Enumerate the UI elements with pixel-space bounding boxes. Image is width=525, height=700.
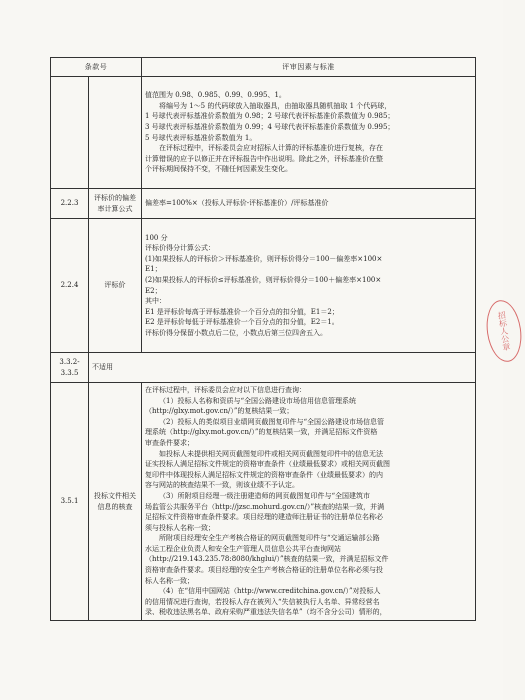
text-line: E1； bbox=[145, 265, 162, 274]
text-line: 3 号球代表评标基准价系数值为 0.99；4 号球代表评标基准价系数值为 0.995； bbox=[145, 122, 395, 131]
factor-name: 投标文件相关信息的核查 bbox=[89, 383, 142, 621]
factor-cell-empty bbox=[89, 77, 142, 189]
text-line: 容与网站的核查结果不一致，则该业绩不予认定。 bbox=[145, 481, 299, 490]
text-line: 的信用情况进行查询，若投标人存在被列入“失信被执行人名单、异常经营名 bbox=[145, 597, 380, 606]
text-line: 在评标过程中，评标委员会应对以下信息进行查询： bbox=[145, 385, 306, 394]
text-line: 将编号为 1～5 的代码球放入抽取器具，由抽取器具随机抽取 1 个代码球， bbox=[159, 101, 392, 110]
text-line: 所附项目经理安全生产考核合格证的网页截图复印件与“交通运输部公路 bbox=[159, 534, 380, 543]
table-row-3-5-1 bbox=[51, 383, 476, 621]
text-line: 录、税收违法黑名单、政府采购严重违法失信名单”（均不含分公司）情形的， bbox=[145, 608, 387, 617]
text-line: 在评标过程中，评标委员会应对招标人计算的评标基准价进行复核，存在 bbox=[159, 144, 383, 153]
text-line: （http://glxy.mot.gov.cn/）”的复核结果一致； bbox=[145, 407, 294, 416]
standard-cell-info-check bbox=[142, 383, 476, 621]
text-line: （4）在“信用中国网站（http://www.creditchina.gov.cn/）”对投标人 bbox=[159, 587, 381, 596]
text-line: 100 分 bbox=[145, 233, 168, 242]
text-line: 个评标期间保持不变，不随任何因素发生变化。 bbox=[145, 165, 292, 174]
text-line: 计算错误的应予以修正并在评标报告中作出说明。除此之外，评标基准价在整 bbox=[145, 154, 383, 163]
header-evaluation-factor: 评审因素与标准 bbox=[142, 58, 476, 77]
text-line: （3）所附项目经理一级注册建造师的网页截图复印件与“全国建筑市 bbox=[159, 491, 371, 500]
official-seal-stamp bbox=[483, 298, 525, 364]
header-clause-number: 条款号 bbox=[51, 58, 142, 77]
text-line: 评标价得分保留小数点后二位，小数点后第三位四舍五入。 bbox=[145, 328, 327, 337]
table-row-2-2-4 bbox=[51, 219, 476, 353]
standard-cell-coefficient bbox=[142, 77, 476, 189]
text-line: 足招标文件资格审查条件要求。项目经理的建造师注册证书的注册单位名称必 bbox=[145, 513, 383, 522]
factor-name: 评标价的偏差率计算公式 bbox=[89, 189, 142, 219]
table-header-row bbox=[51, 58, 476, 77]
text-line: 水运工程企业负责人和安全生产管理人员信息公共平台查询网站 bbox=[145, 544, 341, 553]
standard-cell-price-score bbox=[142, 219, 476, 353]
text-line: E2； bbox=[145, 286, 162, 295]
text-line: 审查条件要求； bbox=[145, 438, 194, 447]
text-line: 5 号球代表评标基准价系数值为 1。 bbox=[145, 133, 257, 142]
text-line: 值范围为 0.98、0.985、0.99、0.995、1。 bbox=[145, 91, 286, 100]
clause-number: 2.2.3 bbox=[51, 189, 89, 219]
text-line: （http://219.143.235.78:8080/khglui/）”核查的结果一致，并满足招标文件 bbox=[145, 555, 389, 564]
standard-text: 偏差率=100%×（投标人评标价-评标基准价）/评标基准价 bbox=[142, 189, 476, 219]
text-line: 须与投标人名称一致； bbox=[145, 523, 215, 532]
not-applicable-text: 不适用 bbox=[89, 353, 476, 383]
text-line: 如投标人未提供相关网页截图复印件或相关网页截图复印件中的信息无法 bbox=[159, 449, 383, 458]
text-line: 复印件中体现投标人满足招标文件规定的资格审查条件（业绩最低要求）的内 bbox=[145, 470, 383, 479]
text-line: E2 是评标价每低于评标基准价一个百分点的扣分值，E2＝1。 bbox=[145, 318, 339, 327]
text-line: （1）投标人名称和资质与“全国公路建设市场信用信息管理系统 bbox=[159, 396, 357, 405]
evaluation-criteria-table bbox=[50, 57, 476, 621]
text-line: (2)如果投标人的评标价≤评标基准价，则评标价得分＝100＋偏差率×100× bbox=[145, 275, 382, 284]
text-line: （2）投标人的类似项目业绩网页截图复印件与“全国公路建设市场信息管 bbox=[159, 417, 385, 426]
text-line: 证实投标人满足招标文件规定的资格审查条件（业绩最低要求）或相关网页截图 bbox=[145, 460, 390, 469]
seal-text: 招标人公章 bbox=[496, 310, 512, 352]
table-row-3-3-2 bbox=[51, 353, 476, 383]
text-line: (1)如果投标人的评标价＞评标基准价，则评标价得分＝100－偏差率×100× bbox=[145, 254, 383, 263]
clause-number: 2.2.4 bbox=[51, 219, 89, 353]
clause-cell-empty bbox=[51, 77, 89, 189]
text-line: 场监管公共服务平台（http://jzsc.mohurd.gov.cn/）”核查的结果一致，并满 bbox=[145, 502, 385, 511]
table-row-continued bbox=[51, 77, 476, 189]
text-line: 其中： bbox=[145, 297, 166, 306]
clause-number: 3.3.2-3.3.5 bbox=[51, 353, 89, 383]
text-line: 标人名称一致； bbox=[145, 576, 194, 585]
clause-number: 3.5.1 bbox=[51, 383, 89, 621]
text-line: E1 是评标价每高于评标基准价一个百分点的扣分值，E1＝2； bbox=[145, 307, 339, 316]
factor-name: 评标价 bbox=[89, 219, 142, 353]
text-line: 理系统（http://glxy.mot.gov.cn/）”的复核结果一致，并满足招标文件资格 bbox=[145, 428, 378, 437]
table-row-2-2-3 bbox=[51, 189, 476, 219]
text-line: 评标价得分计算公式： bbox=[145, 244, 215, 253]
text-line: 资格审查条件要求。项目经理的安全生产考核合格证的注册单位名称必须与投 bbox=[145, 566, 383, 575]
text-line: 1 号球代表评标基准价系数值为 0.98；2 号球代表评标基准价系数值为 0.985； bbox=[145, 112, 395, 121]
